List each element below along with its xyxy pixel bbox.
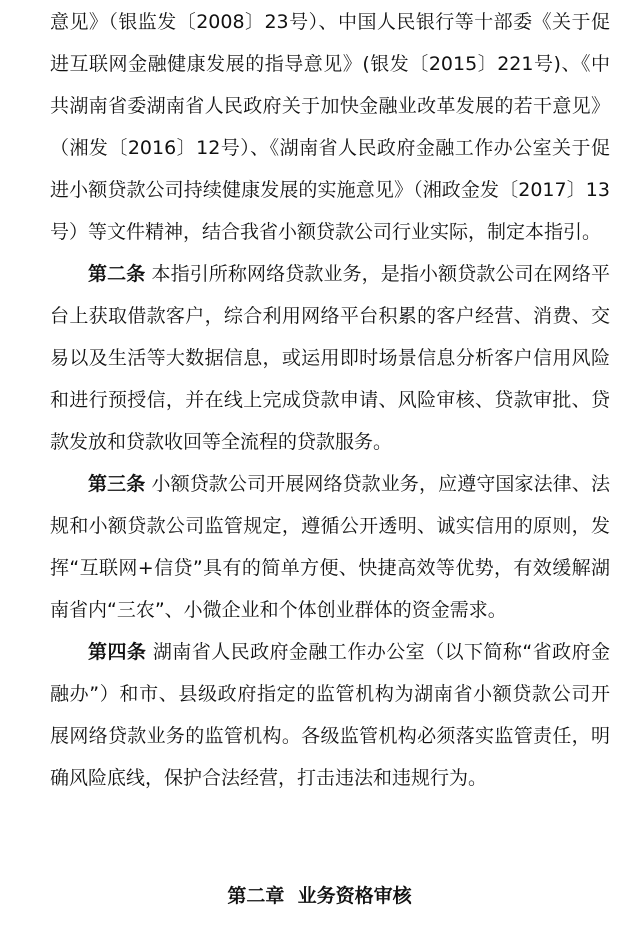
document-body xyxy=(50,0,610,799)
article-4 xyxy=(50,631,610,799)
article-2 xyxy=(50,253,610,463)
article-2-number: 第二条 xyxy=(88,263,146,285)
chapter-title: 第二章 业务资格审核 xyxy=(227,885,412,907)
article-3-number: 第三条 xyxy=(88,473,146,495)
intro-paragraph: 意见》（银监发〔2008〕23号）、中国人民银行等十部委《关于促进互联网金融健康发展的指导意见》(银发〔2015〕221号)、《中共湖南省委湖南省人民政府关于加快金融业改革发展的若干意见》（湘发〔2016〕12号）、《湖南省人民政府金融工作办公室关于促进小额贷款公司持续健康发展的实施意见》（湘政金发〔2017〕13号）等文件精神，结合我省小额贷款公司行业实际，制定本指引。 xyxy=(50,11,610,243)
article-3 xyxy=(50,463,610,631)
article-4-text: 湖南省人民政府金融工作办公室（以下简称“省政府金融办”）和市、县级政府指定的监管机构为湖南省小额贷款公司开展网络贷款业务的监管机构。各级监管机构必须落实监管责任，明确风险底线，保护合法经营，打击违法和违规行为。 xyxy=(50,641,610,789)
article-3-text: 小额贷款公司开展网络贷款业务，应遵守国家法律、法规和小额贷款公司监管规定，遵循公开透明、诚实信用的原则，发挥“互联网+信贷”具有的简单方便、快捷高效等优势，有效缓解湖南省内“三农”、小微企业和个体创业群体的资金需求。 xyxy=(50,473,610,621)
article-2-text: 本指引所称网络贷款业务，是指小额贷款公司在网络平台上获取借款客户，综合利用网络平台积累的客户经营、消费、交易以及生活等大数据信息，或运用即时场景信息分析客户信用风险和进行预授信，并在线上完成贷款申请、风险审核、贷款审批、贷款发放和贷款收回等全流程的贷款服务。 xyxy=(50,263,610,453)
article-4-number: 第四条 xyxy=(88,641,147,663)
